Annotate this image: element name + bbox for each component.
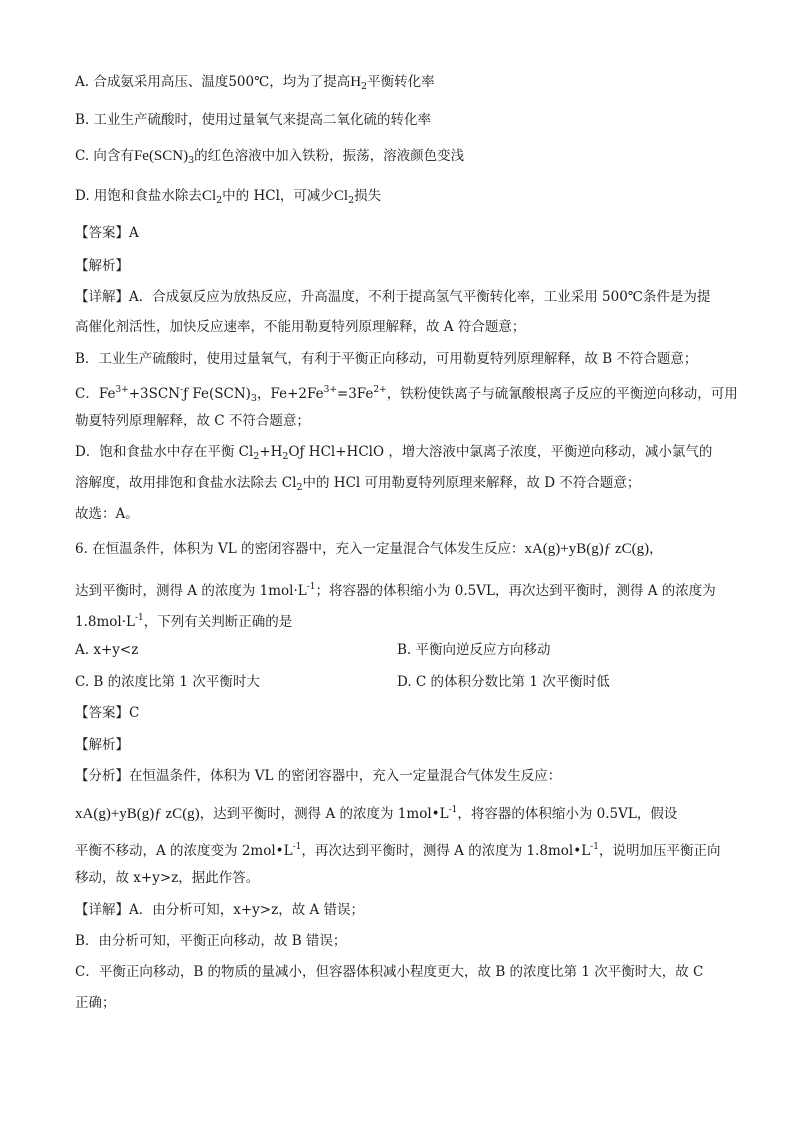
- text-segment: 6. 在恒温条件，体积为 VL 的密闭容器中，充入一定量混合气体发生反应：: [75, 541, 525, 557]
- q5-option-d-subscript-2: 2: [348, 195, 355, 206]
- superscript: -1: [134, 613, 144, 623]
- text-segment: 溶解度，故用排饱和食盐水法除去 Cl: [75, 475, 297, 491]
- q5-option-a-text: A. 合成氨采用高压、温度500℃，均为了提高: [75, 74, 351, 90]
- text-segment: ，说明加压平衡正向: [598, 843, 721, 859]
- text-segment: ƒ Fe(SCN): [183, 386, 251, 402]
- q5-detail-line-5: 勒夏特列原理解释，故 C 不符合题意；: [75, 413, 310, 429]
- superscript: -1: [448, 805, 458, 815]
- superscript: -1: [306, 582, 316, 592]
- subscript: 3: [250, 393, 257, 404]
- q5-option-d-text-end: 损失: [354, 188, 382, 204]
- q6-option-a: A. x+y<z: [75, 642, 139, 658]
- text-segment: ，再次达到平衡时，测得 A 的浓度为 1.8mol•L: [301, 843, 591, 859]
- superscript: -1: [590, 842, 599, 852]
- q6-reaction-equation: xA(g)+yB(g)ƒ zC(g): [524, 541, 650, 557]
- text-segment: D．饱和食盐水中存在平衡 Cl: [75, 444, 254, 460]
- text-segment: ，: [649, 541, 663, 557]
- q5-detail-line-3: B．工业生产硫酸时，使用过量氧气，有利于平衡正向移动，可用勒夏特列原理解释，故 B 不符合题意；: [75, 351, 698, 367]
- q6-analysis-line-4: 移动，故 x+y>z，据此作答。: [75, 870, 260, 886]
- subscript: 2: [296, 482, 303, 493]
- q6-option-b: B. 平衡向逆反应方向移动: [397, 642, 551, 658]
- q5-option-d: [75, 186, 719, 211]
- q5-option-a-subscript: 2: [361, 81, 368, 92]
- subscript: 2: [253, 451, 260, 462]
- text-segment: ，下列有关判断正确的是: [143, 614, 293, 630]
- q6-detail-line-2: B．由分析可知，平衡正向移动，故 B 错误；: [75, 933, 347, 949]
- text-segment: ，铁粉使铁离子与硫氰酸根离子反应的平衡逆向移动，可用: [386, 386, 738, 402]
- q5-option-c-formula: Fe(SCN): [133, 148, 189, 164]
- q6-answer: 【答案】C: [75, 705, 140, 721]
- text-segment: +3SCN: [128, 386, 181, 402]
- q5-option-d-formula-1: Cl: [201, 188, 217, 204]
- text-segment: ，达到平衡时，测得 A 的浓度为 1mol•L: [199, 806, 449, 822]
- text-segment: 达到平衡时，测得 A 的浓度为 1mol·L: [75, 583, 307, 599]
- text-segment: 1.8mol·L: [75, 614, 135, 630]
- q5-option-a: [75, 72, 719, 97]
- text-segment: ，将容器的体积缩小为 0.5VL，假设: [457, 806, 678, 822]
- q6-option-d: D. C 的体积分数比第 1 次平衡时低: [397, 674, 610, 690]
- q5-option-d-text-mid: 中的 HCl，可减少: [222, 188, 334, 204]
- text-segment: Oƒ HCl+HClO ，增大溶液中氯离子浓度，平衡逆向移动，减小氯气的: [288, 444, 713, 460]
- q6-detail-line-3: C．平衡正向移动，B 的物质的量减小，但容器体积减小程度更大，故 B 的浓度比第 1 次平衡时大，故 C: [75, 964, 704, 980]
- superscript: -: [180, 385, 184, 395]
- text-segment: C．Fe: [75, 386, 116, 402]
- superscript: -1: [292, 842, 302, 852]
- q5-detail-line-7: [75, 473, 719, 498]
- q5-option-d-subscript-1: 2: [216, 195, 223, 206]
- q5-answer: 【答案】A: [75, 225, 139, 241]
- text-segment: =3Fe: [336, 386, 374, 402]
- q5-option-c-subscript: 3: [188, 155, 195, 166]
- q5-analysis-heading: 【解析】: [75, 258, 129, 274]
- q5-option-d-formula-2: Cl: [333, 188, 349, 204]
- text-segment: 中的 HCl 可用勒夏特列原理来解释，故 D 不符合题意；: [302, 475, 641, 491]
- text-segment: ，Fe+2Fe: [256, 386, 324, 402]
- q6-analysis-line-2: [75, 800, 719, 824]
- q5-option-b: [75, 110, 719, 130]
- q6-detail-line-1: 【详解】A．由分析可知，x+y>z，故 A 错误；: [75, 902, 365, 918]
- q5-detail-line-6: [75, 442, 719, 467]
- q5-detail-line-2: 高催化剂活性，加快反应速率，不能用勒夏特列原理解释，故 A 符合题意；: [75, 319, 526, 335]
- q5-option-d-text: D. 用饱和食盐水除去: [75, 188, 202, 204]
- q5-option-a-text-end: 平衡转化率: [367, 74, 435, 90]
- q6-analysis-line-1: 【分析】在恒温条件，体积为 VL 的密闭容器中，充入一定量混合气体发生反应：: [75, 768, 562, 784]
- q5-detail-line-1: 【详解】A．合成氨反应为放热反应，升高温度，不利于提高氢气平衡转化率，工业采用 500℃条件是为提: [75, 289, 711, 305]
- q6-option-c: C. B 的浓度比第 1 次平衡时大: [75, 674, 260, 690]
- superscript: 2+: [373, 385, 387, 395]
- q5-option-c-text-end: 的红色溶液中加入铁粉，振荡，溶液颜色变浅: [194, 148, 465, 164]
- text-segment: +H: [259, 444, 283, 460]
- q6-stem-line-2: [75, 577, 719, 601]
- q5-detail-line-4: [75, 380, 738, 409]
- q6-stem-line-3: [75, 608, 719, 632]
- q6-detail-line-4: 正确；: [75, 995, 116, 1011]
- superscript: 3+: [115, 385, 129, 395]
- q5-conclusion: 故选：A。: [75, 506, 139, 522]
- q6-analysis-heading: 【解析】: [75, 737, 129, 753]
- q5-option-c-text: C. 向含有: [75, 148, 134, 164]
- q6-stem-line-1: [75, 539, 719, 559]
- q5-option-a-formula: H: [350, 74, 362, 90]
- q5-option-c: [75, 146, 719, 171]
- q6-reaction-equation-repeat: xA(g)+yB(g)ƒ zC(g): [75, 806, 200, 822]
- text-segment: 平衡不移动，A 的浓度变为 2mol•L: [75, 843, 293, 859]
- q6-analysis-line-3: [75, 837, 719, 861]
- q5-option-b-text: B. 工业生产硫酸时，使用过量氧气来提高二氧化硫的转化率: [75, 112, 432, 128]
- subscript: 2: [282, 451, 289, 462]
- text-segment: ；将容器的体积缩小为 0.5VL，再次达到平衡时，测得 A 的浓度为: [315, 583, 716, 599]
- superscript: 3+: [323, 385, 337, 395]
